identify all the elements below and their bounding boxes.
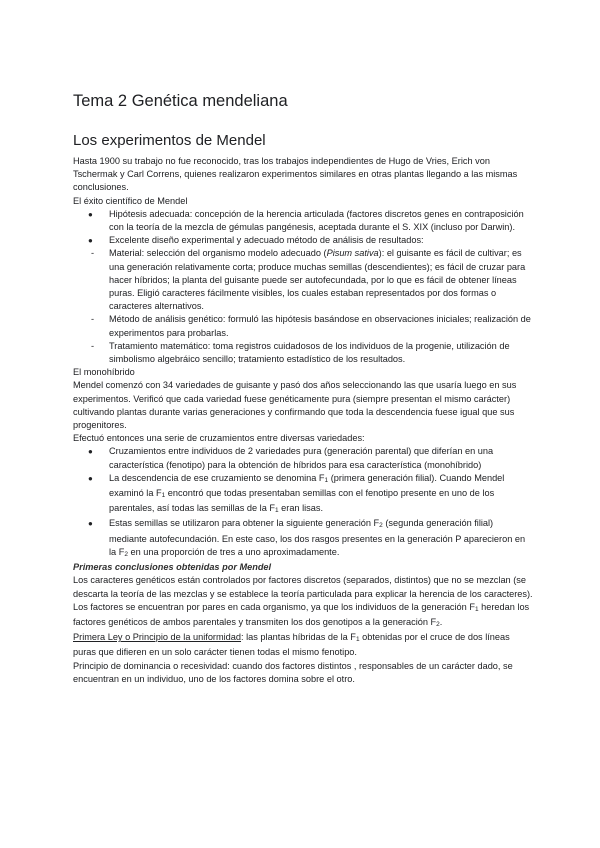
list-item-metodo: - Método de análisis genético: formuló las hipótesis basándose en observaciones iniciales; realización de experimentos para probarlas.	[73, 313, 533, 339]
section-title: Los experimentos de Mendel	[73, 132, 266, 149]
primeras-paragraph-2: Los factores se encuentran por pares en cada organismo, ya que los individuos de la generación $F_1$ heredan los factores genéticos de ambos parentales y transmiten los dos genotipos a la generación $F_2$.	[73, 601, 530, 628]
list-item: ● Excelente diseño experimental y adecuado método de análisis de resultados:	[73, 234, 533, 247]
list-item: ● Estas semillas se utilizaron para obtener la siguiente generación $F_2$ (segunda generación filial) mediante autofecundación. En este caso, los dos rasgos presentes en la generación P aparecieron en la $F_2$ en una proporción de tres a uno aproximadamente.	[73, 517, 533, 561]
primera-ley-paragraph: Primera Ley o Principio de la uniformidad: las plantas híbridas de la $F_1$ obtenidas por el cruce de dos líneas puras que difieren en un solo carácter tienen todas el mismo fenotipo.	[73, 632, 510, 658]
primera-ley-label: Primera Ley o Principio de la uniformidad	[73, 632, 242, 643]
monohibrido-heading: El monohíbrido	[73, 367, 135, 378]
exito-heading: El éxito científico de Mendel	[73, 195, 188, 206]
list-item-material: - Material: selección del organismo modelo adecuado (Pisum sativa): el guisante es fácil de cultivar; es una generación relativamente corta; produce muchas semillas (descendientes); es fácil de cruzar para hacer híbridos; la planta del guisante puede ser autofecundada, por lo que es fácil de obtener líneas puras. Eligió caracteres fácilmente visibles, los cuales estaban representados por dos formas o caracteres alternativos.	[73, 247, 533, 313]
list-item: ● La descendencia de ese cruzamiento se denomina $F_1$ (primera generación filial). Cuando Mendel examinó la $F_1$ encontró que todas presentaban semillas con el fenotipo presente en uno de los parentales, así todas las semillas de la $F_1$ eran lisas.	[73, 472, 533, 518]
method-dash-list	[73, 247, 533, 366]
exito-bullet-list	[73, 208, 533, 248]
list-item-tratamiento: - Tratamiento matemático: toma registros cuidadosos de los individuos de la progenie, utilización de simbolismo algebráico sencillo; tratamiento estadístico de los resultados.	[73, 340, 533, 366]
intro-paragraph: Hasta 1900 su trabajo no fue reconocido, tras los trabajos independientes de Hugo de Vries, Erich von Tschermak y Carl Correns, quienes realizaron experimentos similares en otras plantas llegando a las mismas conclusiones.	[73, 156, 518, 193]
primeras-paragraph-1: Los caracteres genéticos están controlados por factores discretos (separados, distintos) que no se mezclan (se descarta la teoría de las mezclas y se establece la teoría particulada para explicar la herencia de los caracteres).	[73, 575, 533, 599]
document-body	[73, 155, 533, 686]
species-name: Pisum sativa	[326, 248, 379, 259]
document-title: Tema 2 Genética mendeliana	[73, 92, 288, 110]
list-item: ● Cruzamientos entre individuos de 2 variedades pura (generación parental) que diferían en una característica (fenotipo) para la obtención de híbridos para esa característica (monohíbrido)	[73, 445, 533, 471]
cruzamientos-intro: Efectuó entonces una serie de cruzamientos entre diversas variedades:	[73, 433, 365, 444]
list-item: ● Hipótesis adecuada: concepción de la herencia articulada (factores discretos genes en contraposición con la teoría de la mezcla de gémulas pangénesis, aceptada durante el S. XIX (incluso por Darwin).	[73, 208, 533, 234]
primeras-conclusiones-heading: Primeras conclusiones obtenidas por Mendel	[73, 562, 272, 573]
monohibrido-paragraph: Mendel comenzó con 34 variedades de guisante y pasó dos años seleccionando las que usaría luego en sus experimentos. Verificó que cada variedad fuese genéticamente pura (siempre presentan el mismo carácter) cultivando plantas durante varias generaciones y confirmando que toda la descendencia fuese igual que sus progenitores.	[73, 380, 517, 431]
dominancia-paragraph: Principio de dominancia o recesividad: cuando dos factores distintos , responsables de un carácter dado, se encuentran en un individuo, uno de los factores domina sobre el otro.	[73, 660, 513, 684]
cruzamientos-bullet-list	[73, 445, 533, 561]
